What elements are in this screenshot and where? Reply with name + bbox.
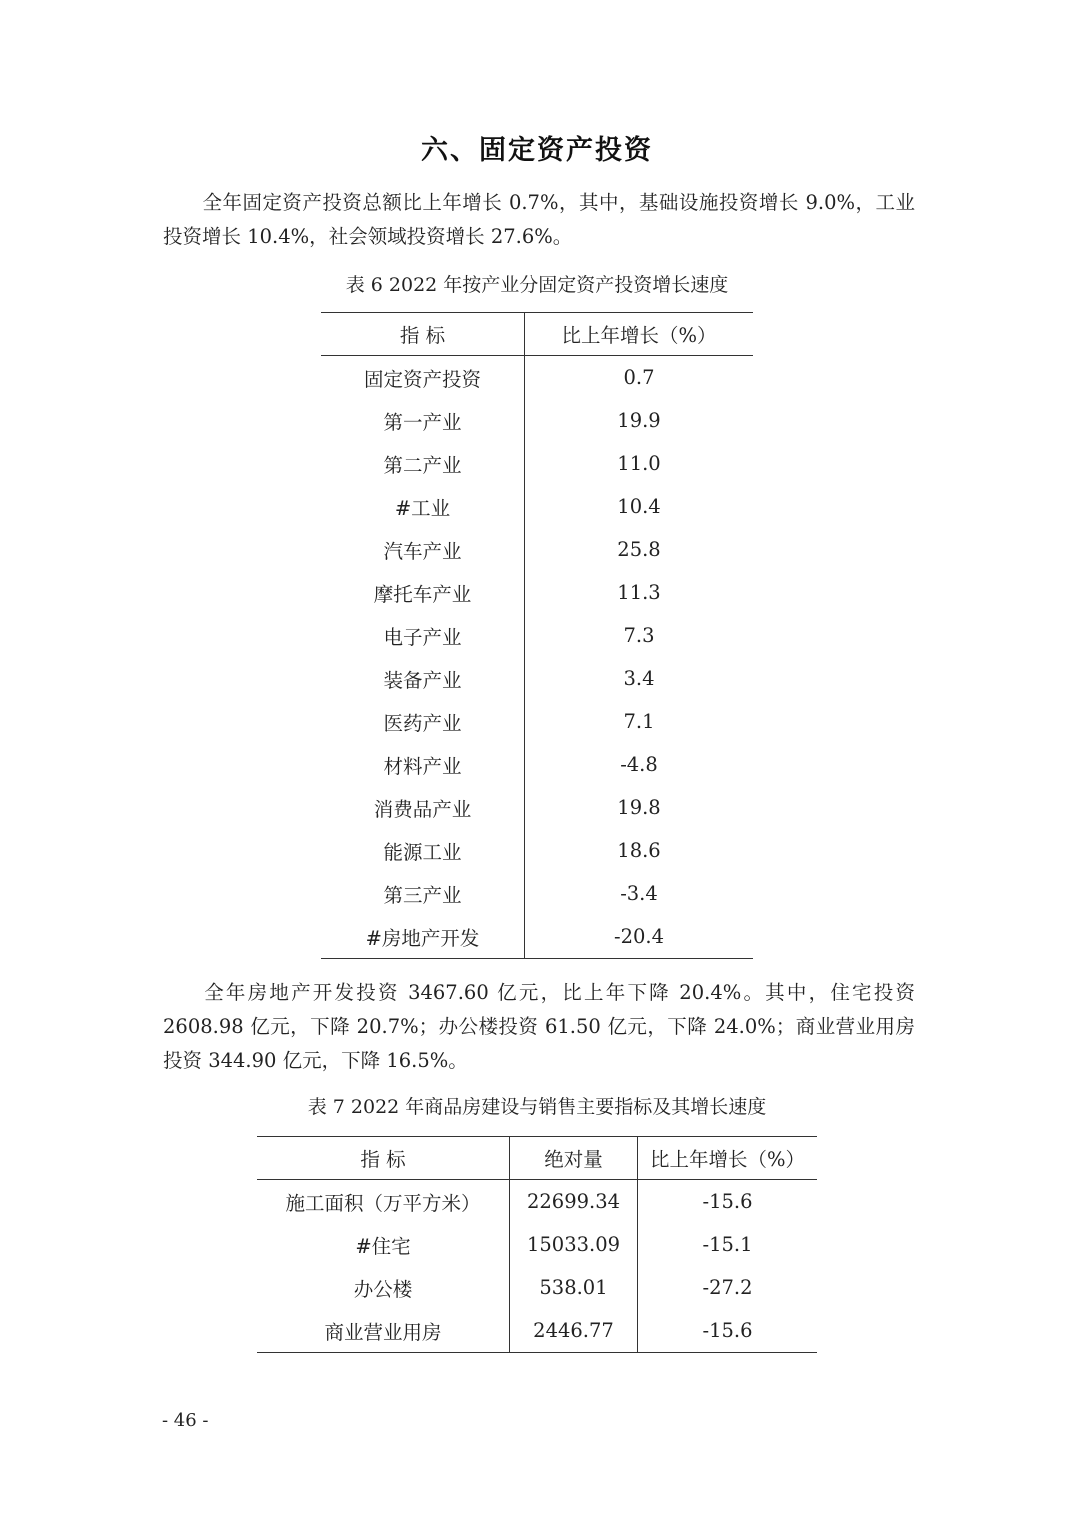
column-header-indicator: 指 标 (257, 1137, 510, 1180)
row-name: 第三产业 (321, 872, 525, 915)
page-number: - 46 - (162, 1410, 209, 1431)
row-name: 材料产业 (321, 743, 525, 786)
table-row (321, 485, 753, 528)
row-value: 11.0 (617, 452, 661, 475)
table-row (321, 528, 753, 571)
paragraph-fixed-asset-investment (163, 186, 915, 254)
table-header-row (321, 313, 753, 356)
row-name: 第一产业 (321, 399, 525, 442)
paragraph-text: 全年房地产开发投资 3467.60 亿元，比上年下降 20.4%。其中，住宅投资 2608.98 亿元，下降 20.7%；办公楼投资 61.50 亿元，下降 24.0%；商业营业用房投资 344.90 亿元，下降 16.5%。 (163, 981, 915, 1072)
row-amount: 22699.34 (510, 1180, 638, 1224)
row-value: 7.3 (623, 624, 655, 647)
table-row (257, 1309, 817, 1353)
row-growth: -27.2 (702, 1276, 753, 1299)
table-row (321, 829, 753, 872)
table7-caption: 表 7 2022 年商品房建设与销售主要指标及其增长速度 (307, 1096, 767, 1118)
row-name: 商业营业用房 (257, 1309, 510, 1353)
row-value: 11.3 (617, 581, 661, 604)
table6-caption: 表 6 2022 年按产业分固定资产投资增长速度 (345, 274, 729, 296)
column-header-amount: 绝对量 (510, 1137, 638, 1180)
column-header-growth: 比上年增长（%） (638, 1137, 818, 1180)
row-amount: 2446.77 (510, 1309, 638, 1353)
column-header-indicator: 指 标 (321, 313, 525, 356)
row-name: 装备产业 (321, 657, 525, 700)
row-name: 电子产业 (321, 614, 525, 657)
row-amount: 15033.09 (510, 1223, 638, 1266)
table-row (321, 743, 753, 786)
row-name: #住宅 (257, 1223, 510, 1266)
table-header-row (257, 1137, 817, 1180)
table-row (321, 614, 753, 657)
row-name: #房地产开发 (321, 915, 525, 959)
row-value: 25.8 (617, 538, 661, 561)
row-growth: -15.6 (702, 1190, 753, 1213)
row-value: -20.4 (613, 925, 664, 948)
row-name: 施工面积（万平方米） (257, 1180, 510, 1224)
row-value: 7.1 (623, 710, 655, 733)
row-amount: 538.01 (510, 1266, 638, 1309)
row-name: 固定资产投资 (321, 356, 525, 400)
paragraph-text: 全年固定资产投资总额比上年增长 0.7%，其中，基础设施投资增长 9.0%，工业投资增长 10.4%，社会领域投资增长 27.6%。 (163, 191, 915, 248)
row-value: 19.8 (617, 796, 661, 819)
row-name: 消费品产业 (321, 786, 525, 829)
table7-commercial-housing (257, 1136, 817, 1353)
table-row (321, 442, 753, 485)
table-row (321, 399, 753, 442)
row-name: 摩托车产业 (321, 571, 525, 614)
table-row (321, 571, 753, 614)
paragraph-real-estate-investment (163, 976, 915, 1078)
row-name: 第二产业 (321, 442, 525, 485)
row-growth: -15.1 (702, 1233, 753, 1256)
row-value: 10.4 (617, 495, 661, 518)
row-name: #工业 (321, 485, 525, 528)
row-name: 能源工业 (321, 829, 525, 872)
row-value: 3.4 (623, 667, 655, 690)
table-row (321, 700, 753, 743)
table-row (321, 356, 753, 400)
row-value: -4.8 (620, 753, 658, 776)
row-value: -3.4 (620, 882, 658, 905)
table-row (257, 1266, 817, 1309)
table6-investment-growth (321, 312, 753, 959)
row-value: 0.7 (623, 366, 655, 389)
row-name: 医药产业 (321, 700, 525, 743)
table-row (321, 915, 753, 959)
row-name: 汽车产业 (321, 528, 525, 571)
row-growth: -15.6 (702, 1319, 753, 1342)
row-value: 19.9 (617, 409, 661, 432)
table-row (321, 786, 753, 829)
table-row (257, 1223, 817, 1266)
section-title: 六、固定资产投资 (421, 135, 653, 166)
row-name: 办公楼 (257, 1266, 510, 1309)
column-header-growth: 比上年增长（%） (525, 313, 754, 356)
table-row (321, 657, 753, 700)
row-value: 18.6 (617, 839, 661, 862)
table-row (257, 1180, 817, 1224)
table-row (321, 872, 753, 915)
